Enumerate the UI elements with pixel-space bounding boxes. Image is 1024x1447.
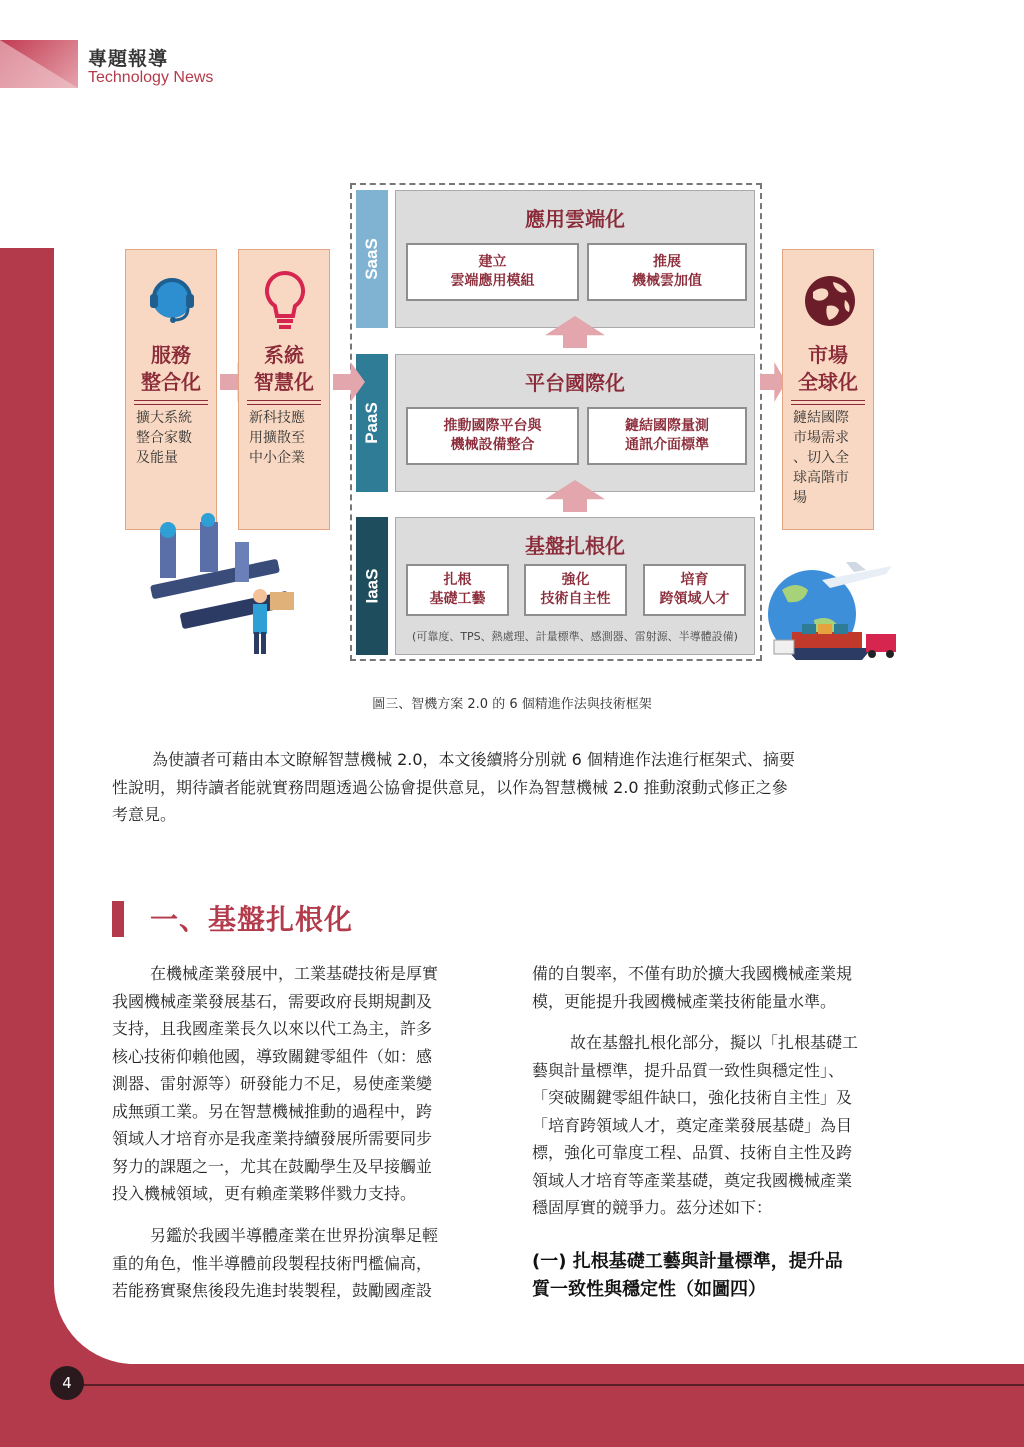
system-intelligence-desc: [249, 408, 323, 468]
iaas-tag-label: IaaS: [362, 568, 382, 604]
intro-line: 為使讀者可藉由本文瞭解智慧機械 2.0，本文後續將分別就 6 個精進作法進行框架式、摘要: [152, 750, 795, 769]
desc-line: 球高階市: [793, 470, 849, 486]
paas-layer: [395, 354, 755, 492]
intro-paragraph: [112, 746, 912, 829]
right-paragraph-2: [532, 1029, 914, 1222]
text-line: 「突破關鍵零組件缺口，強化技術自主性」及: [532, 1088, 853, 1107]
system-intelligence-title: [239, 342, 329, 396]
system-intelligence-title-line1: 系統: [264, 343, 304, 367]
paas-item-2: [587, 407, 747, 465]
section-marker: [112, 901, 124, 937]
market-globalization-title: [783, 342, 873, 396]
footer-rule: [80, 1384, 1024, 1386]
text-line: 故在基盤扎根化部分，擬以「扎根基礎工: [570, 1033, 859, 1052]
iaas-item-2: [524, 564, 627, 616]
service-integration-title: [126, 342, 216, 396]
text-line: 「培育跨領域人才，奠定產業發展基礎」為目: [532, 1115, 853, 1135]
text-line: 在機械產業發展中，工業基礎技術是厚實: [150, 964, 439, 983]
text-line: 備的自製率，不僅有助於擴大我國機械產業規: [532, 964, 853, 983]
paas-layer-title: 平台國際化: [525, 371, 625, 395]
header-title: 專題報導: [88, 48, 169, 70]
text-line: 重的角色，惟半導體前段製程技術門檻偏高，: [112, 1253, 433, 1273]
subsection-heading-line1: (一) 扎根基礎工藝與計量標準，提升品: [532, 1251, 843, 1272]
iaas-item-3: [643, 564, 746, 616]
text-line: 領域人才培育等產業基礎，奠定我國機械產業: [532, 1170, 853, 1190]
desc-line: 中小企業: [249, 450, 305, 466]
system-intelligence-title-line2: 智慧化: [254, 370, 314, 394]
paas-item-2-line2: 通訊介面標準: [625, 437, 709, 453]
system-intelligence-column: [238, 249, 330, 530]
headset-icon: [148, 272, 196, 328]
subsection-heading-line2: 質一致性與穩定性（如圖四）: [532, 1279, 766, 1300]
left-paragraph-1: [112, 960, 494, 1208]
text-line: 成無頭工業。另在智慧機械推動的過程中，跨: [112, 1101, 433, 1121]
iaas-item-2-line1: 強化: [561, 572, 590, 588]
page-number: 4: [50, 1366, 84, 1400]
saas-item-1-line2: 雲端應用模組: [450, 273, 535, 289]
desc-line: 用擴散至: [249, 430, 305, 446]
intro-line: 性說明，期待讀者能就實務問題透過公協會提供意見，以作為智慧機械 2.0 推動滾動式修正之參: [112, 777, 788, 797]
iaas-item-1-line2: 基礎工藝: [429, 591, 486, 607]
text-line: 藝與計量標準，提升品質一致性與穩定性」、: [532, 1060, 845, 1080]
section-title: 一、基盤扎根化: [150, 903, 354, 936]
iaas-note: (可靠度、TPS、熱處理、計量標準、感測器、雷射源、半導體設備): [412, 630, 738, 643]
iaas-layer: [395, 517, 755, 655]
text-line: 努力的課題之一，尤其在鼓勵學生及早接觸並: [112, 1156, 433, 1176]
iaas-item-1: [406, 564, 509, 616]
text-line: 模，更能提升我國機械產業技術能量水準。: [532, 991, 837, 1011]
desc-line: 新科技應: [249, 410, 305, 426]
service-integration-desc: [136, 408, 210, 468]
smart-factory-illustration: [140, 512, 310, 662]
right-paragraph-1: [532, 960, 914, 1015]
service-integration-column: [125, 249, 217, 530]
divider: [247, 400, 321, 405]
service-integration-title-line1: 服務: [151, 343, 191, 367]
saas-item-1-line1: 建立: [478, 254, 507, 270]
saas-item-1: [406, 243, 579, 301]
header-subtitle: Technology News: [88, 69, 214, 86]
paas-item-1-line2: 機械設備整合: [450, 437, 535, 453]
saas-tag: [356, 190, 388, 328]
market-globalization-desc: [793, 408, 867, 508]
desc-line: 場: [793, 490, 807, 506]
desc-line: 、切入全: [793, 450, 849, 466]
market-globalization-column: [782, 249, 874, 530]
divider: [134, 400, 208, 405]
text-line: 投入機械領域，更有賴產業夥伴戮力支持。: [112, 1184, 417, 1203]
saas-item-2-line2: 機械雲加值: [632, 273, 702, 289]
text-line: 若能務實聚焦後段先進封裝製程，鼓勵國產設: [112, 1281, 433, 1300]
text-line: 另鑑於我國半導體產業在世界扮演舉足輕: [150, 1226, 439, 1245]
paas-tag-label: PaaS: [362, 402, 381, 444]
saas-tag-label: SaaS: [362, 238, 381, 280]
text-line: 我國機械產業發展基石，需要政府長期規劃及: [112, 991, 433, 1011]
paas-item-1-line1: 推動國際平台與: [443, 418, 542, 434]
saas-layer-title: 應用雲端化: [525, 207, 625, 231]
globe-icon: [803, 274, 857, 328]
desc-line: 市場需求: [793, 430, 849, 446]
text-line: 標，強化可靠度工程、品質、技術自主性及跨: [532, 1143, 853, 1162]
iaas-layer-title: 基盤扎根化: [525, 534, 625, 558]
saas-item-2: [587, 243, 747, 301]
desc-line: 及能量: [136, 450, 178, 466]
service-integration-title-line2: 整合化: [141, 370, 201, 394]
iaas-item-2-line2: 技術自主性: [540, 591, 611, 607]
text-line: 測器、雷射源等）研發能力不足，易使產業變: [112, 1074, 433, 1093]
saas-item-2-line1: 推展: [653, 254, 681, 270]
paas-tag: [356, 354, 388, 492]
market-globalization-title-line2: 全球化: [798, 370, 858, 394]
iaas-tag: [356, 517, 388, 655]
figure-caption: 圖三、智機方案 2.0 的 6 個精進作法與技術框架: [372, 697, 652, 712]
market-globalization-title-line1: 市場: [808, 343, 848, 367]
lightbulb-icon: [263, 270, 307, 332]
desc-line: 整合家數: [136, 430, 192, 446]
iaas-item-3-line1: 培育: [680, 572, 709, 588]
desc-line: 擴大系統: [136, 410, 192, 426]
subsection-heading: [532, 1248, 912, 1304]
desc-line: 鏈結國際: [793, 410, 849, 426]
intro-line: 考意見。: [112, 805, 177, 824]
paas-item-1: [406, 407, 579, 465]
text-line: 支持，且我國產業長久以來以代工為主，許多: [112, 1019, 433, 1038]
paas-item-2-line1: 鏈結國際量測: [625, 418, 709, 434]
text-line: 核心技術仰賴他國，導致關鍵零組件（如：感: [112, 1046, 433, 1066]
global-logistics-illustration: [762, 560, 902, 666]
iaas-item-1-line1: 扎根: [443, 572, 472, 588]
left-paragraph-2: [112, 1222, 494, 1305]
text-line: 領域人才培育亦是我產業持續發展所需要同步: [112, 1129, 433, 1148]
saas-layer: [395, 190, 755, 328]
iaas-item-3-line2: 跨領域人才: [659, 591, 730, 607]
text-line: 穩固厚實的競爭力。茲分述如下：: [532, 1198, 773, 1217]
divider: [791, 400, 865, 405]
